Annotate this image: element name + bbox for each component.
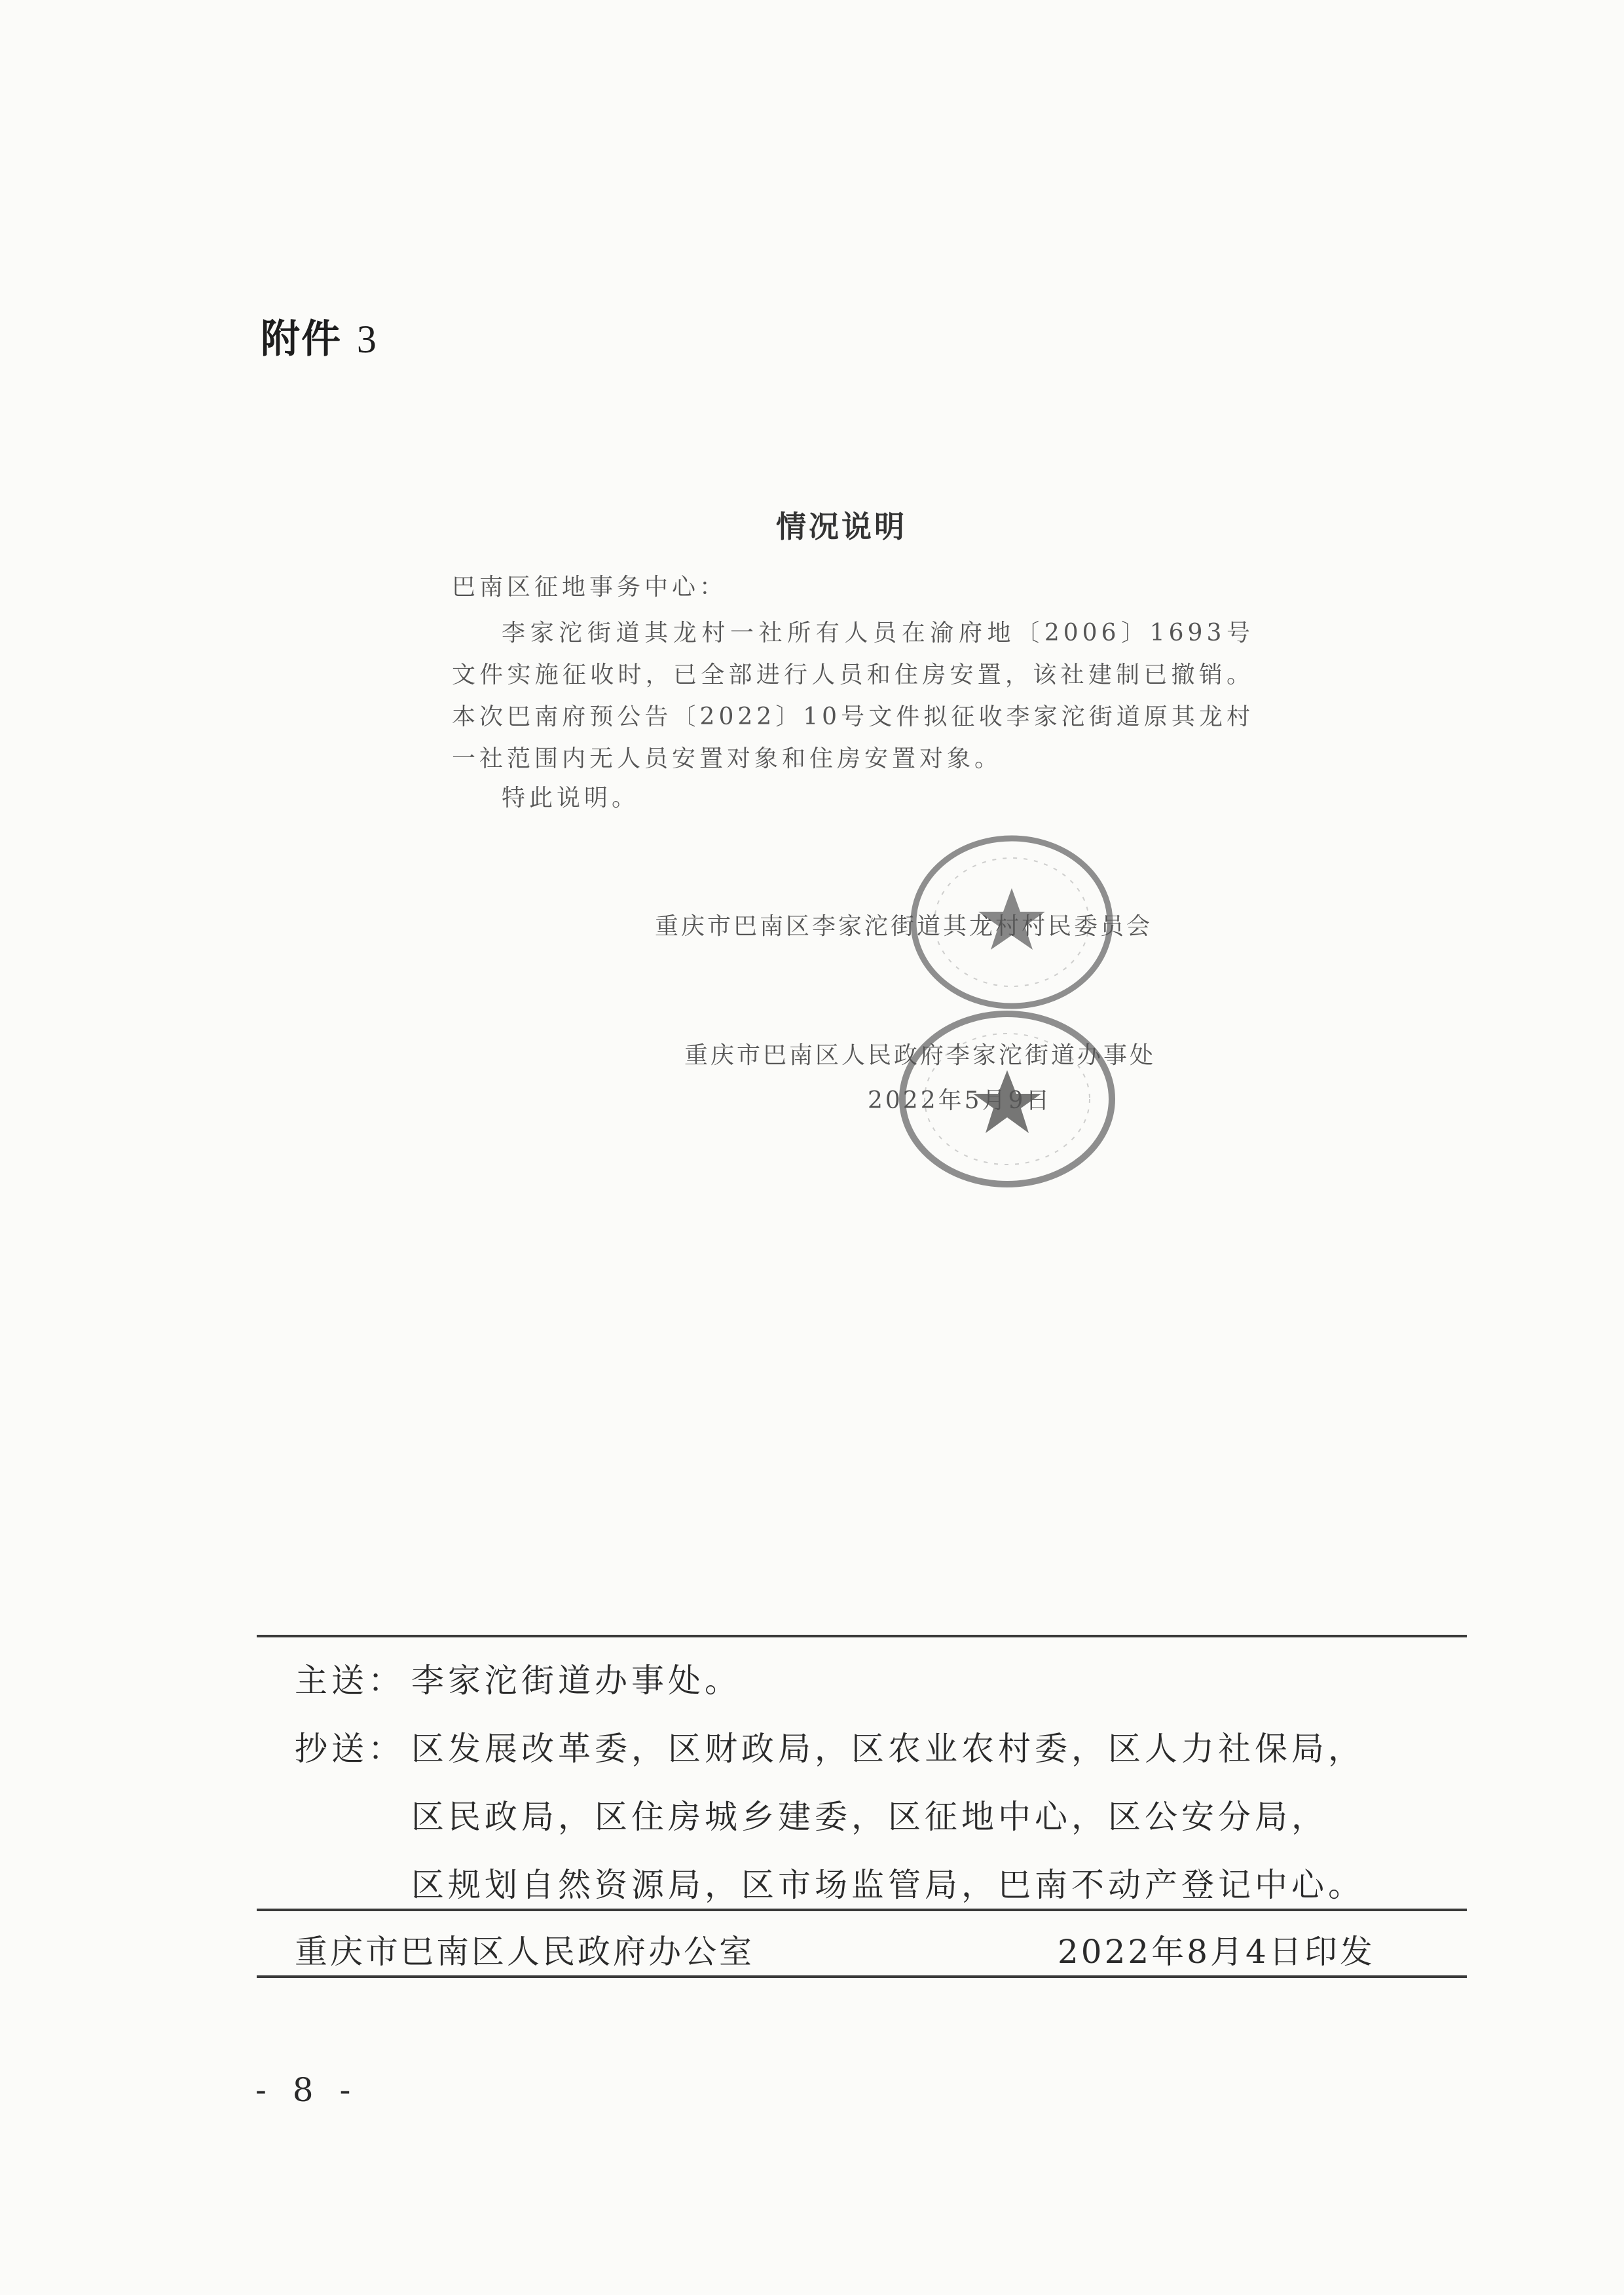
cc-label: 抄送： (295, 1730, 405, 1768)
letter-closing: 特此说明。 (502, 785, 640, 812)
letter-date: 2022年5月9日 (868, 1087, 1052, 1114)
main-recipient-label: 主送： (295, 1662, 405, 1700)
issuing-office: 重庆市巴南区人民政府办公室 (295, 1933, 754, 1971)
issue-date: 2022年8月4日印发 (1058, 1933, 1375, 1971)
cc-line-1: 区发展改革委，区财政局，区农业农村委，区人力社保局， (411, 1730, 1365, 1768)
divider-bottom (257, 1975, 1467, 1978)
letter-title: 情况说明 (776, 509, 907, 544)
letter-paragraph: 李家沱街道其龙村一社所有人员在渝府地〔2006〕1693号文件实施征收时，已全部进行人员和住房安置，该社建制已撤销。本次巴南府预公告〔2022〕10号文件拟征收李家沱街道原其龙村一社范围内无人员安置对象和住房安置对象。 (452, 620, 1254, 772)
signatory-village-committee: 重庆市巴南区李家沱街道其龙村村民委员会 (655, 913, 1153, 940)
divider-top (257, 1635, 1467, 1637)
divider-middle (257, 1909, 1467, 1911)
page-number: - 8 - (255, 2071, 359, 2109)
signatory-subdistrict-office: 重庆市巴南区人民政府李家沱街道办事处 (684, 1042, 1156, 1069)
main-recipient: 李家沱街道办事处。 (411, 1662, 741, 1700)
attachment-label (261, 308, 378, 364)
attachment-number: 3 (356, 318, 378, 361)
letter-recipient: 巴南区征地事务中心： (452, 574, 728, 601)
cc-line-2: 区民政局，区住房城乡建委，区征地中心，区公安分局， (411, 1798, 1328, 1836)
cc-line-3: 区规划自然资源局，区市场监管局，巴南不动产登记中心。 (411, 1866, 1365, 1904)
attachment-label-text: 附件 (261, 316, 342, 362)
